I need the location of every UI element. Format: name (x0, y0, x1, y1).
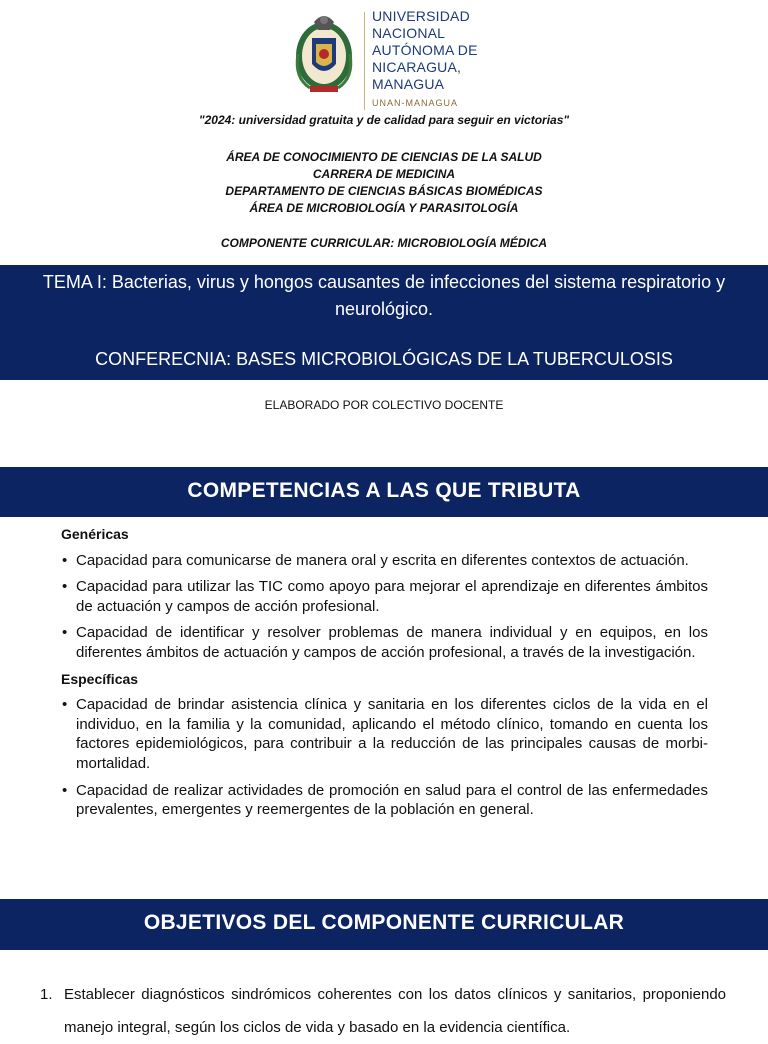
genericas-list (62, 551, 708, 663)
university-name-line: UNIVERSIDAD (372, 8, 470, 24)
university-short-name: UNAN-MANAGUA (372, 98, 459, 108)
topic-title: TEMA I: Bacterias, virus y hongos causantes de infecciones del sistema respiratorio y neurológico. (42, 272, 726, 319)
item-number: 1. (40, 986, 53, 1003)
curricular-component: COMPONENTE CURRICULAR: MICROBIOLOGÍA MÉDICA (220, 236, 548, 250)
document-header (0, 0, 768, 260)
competencias-heading: COMPETENCIAS A LAS QUE TRIBUTA (187, 479, 581, 502)
list-item: • Capacidad de brindar asistencia clínica y sanitaria en los diferentes ciclos de la vida en el individuo, en la familia y la comunidad, aplicando el método clínico, tomando en cuenta los factores epidemiológicos, para contribuir a la reducción de las principales causas de morbi-mortalidad. (62, 695, 708, 773)
area-line: CARRERA DE MEDICINA (312, 167, 456, 181)
university-name (372, 8, 502, 93)
list-item: • Capacidad para utilizar las TIC como apoyo para mejorar el aprendizaje en diferentes ámbitos de actuación y campos de acción profesional. (62, 577, 708, 616)
title-band (0, 265, 768, 380)
objetivos-heading-band (0, 899, 768, 950)
objetivos-heading: OBJETIVOS DEL COMPONENTE CURRICULAR (143, 911, 625, 934)
item-text: Establecer diagnósticos sindrómicos coherentes con los datos clínicos y sanitarios, proponiendo manejo integral, según los ciclos de vida y basado en la evidencia científica. (64, 986, 726, 1036)
university-name-line: MANAGUA (372, 76, 445, 92)
area-line: ÁREA DE CONOCIMIENTO DE CIENCIAS DE LA SALUD (226, 150, 542, 164)
university-name-line: AUTÓNOMA DE (372, 42, 478, 58)
genericas-label: Genéricas (61, 526, 129, 542)
competencias-heading-band (0, 467, 768, 517)
especificas-label: Específicas (61, 670, 139, 687)
objetivos-section (40, 978, 726, 1044)
area-line: ÁREA DE MICROBIOLOGÍA Y PARASITOLOGÍA (249, 201, 519, 215)
especificas-list (62, 695, 708, 820)
area-line: DEPARTAMENTO DE CIENCIAS BÁSICAS BIOMÉDICAS (225, 184, 543, 198)
objetivos-list (40, 978, 726, 1044)
university-seal-icon (292, 8, 356, 98)
motto: "2024: universidad gratuita y de calidad para seguir en victorias" (198, 113, 570, 127)
list-item (40, 978, 726, 1044)
conference-title: CONFERECNIA: BASES MICROBIOLÓGICAS DE LA TUBERCULOSIS (95, 349, 673, 369)
list-item: • Capacidad de realizar actividades de promoción en salud para el control de las enfermedades prevalentes, emergentes y reemergentes de la población en general. (62, 781, 708, 820)
logo-divider (364, 12, 365, 110)
authorship-note: ELABORADO POR COLECTIVO DOCENTE (264, 398, 504, 412)
list-item: • Capacidad para comunicarse de manera oral y escrita en diferentes contextos de actuación. (62, 551, 708, 571)
university-logo (292, 8, 492, 112)
list-item: • Capacidad de identificar y resolver problemas de manera individual y en equipos, en los diferentes ámbitos de actuación y campos de acción profesional, a través de la investigación. (62, 623, 708, 662)
competencias-section (62, 525, 708, 827)
academic-areas (0, 149, 768, 217)
university-name-line: NICARAGUA, (372, 59, 462, 75)
university-name-line: NACIONAL (372, 25, 446, 41)
